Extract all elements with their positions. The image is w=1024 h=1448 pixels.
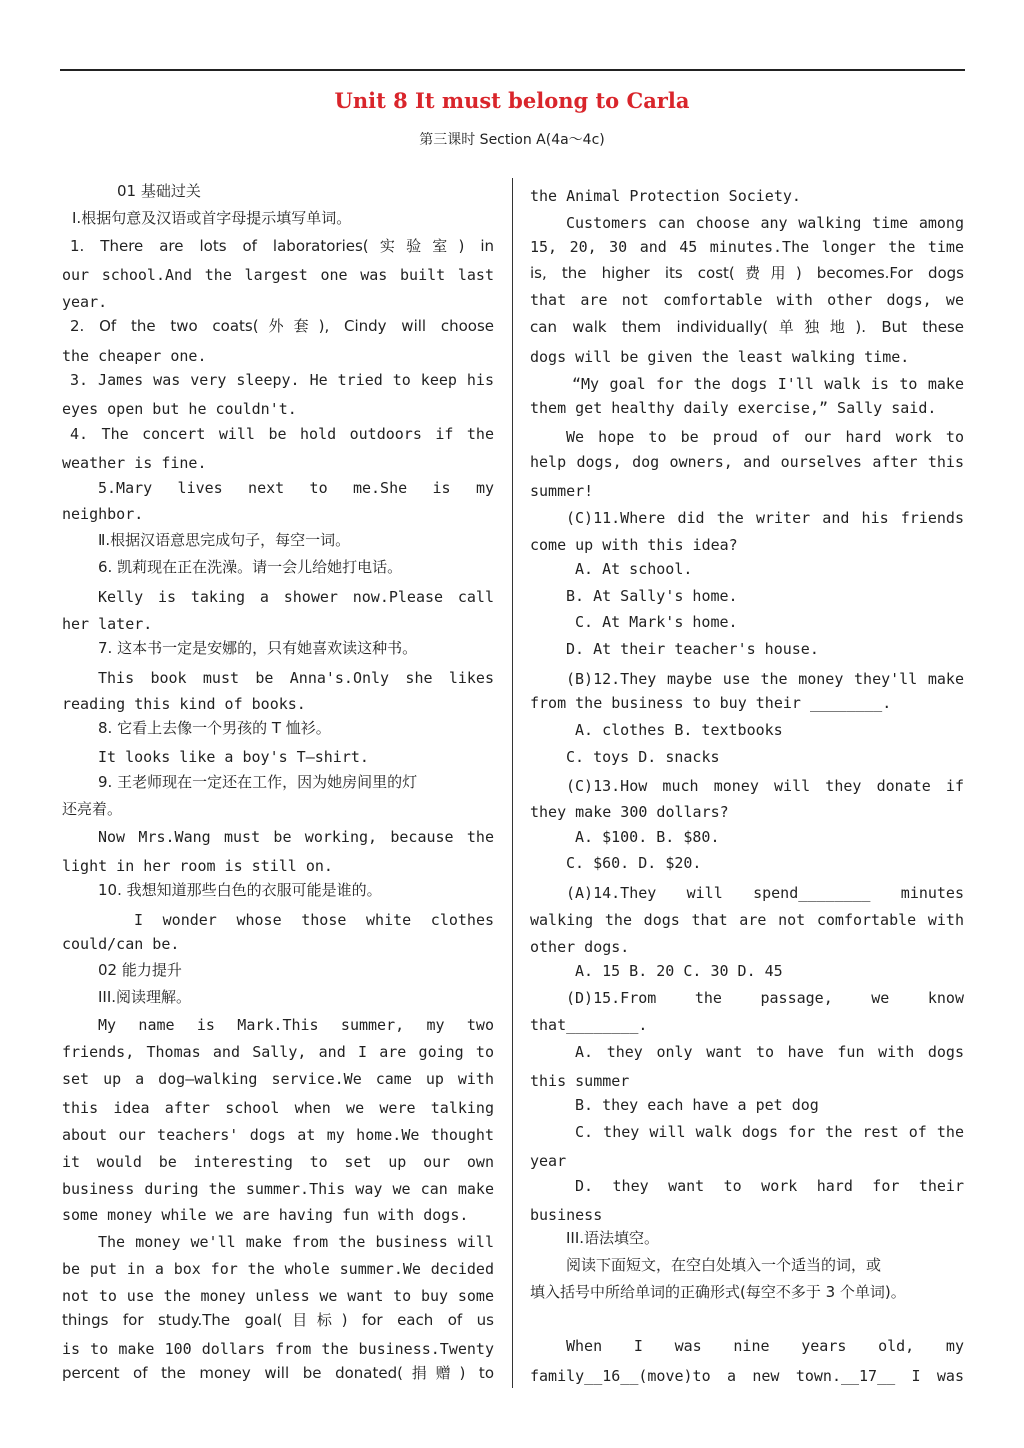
text-line: A. $100. B. $80.	[575, 828, 720, 846]
text-line: A. clothes B. textbooks	[575, 721, 783, 739]
text-line: from the business to buy their ________.	[530, 694, 892, 712]
text-line: business	[530, 1206, 603, 1224]
text-line: C. $60. D. $20.	[566, 854, 702, 872]
text-line: can walk them individually(单独地). But these	[530, 318, 964, 336]
text-line: it would be interesting to set up our own	[62, 1153, 494, 1171]
text-line: that are not comfortable with other dogs, we	[530, 291, 964, 309]
text-line: 8. 它看上去像一个男孩的 T 恤衫。	[98, 719, 331, 737]
text-line: dogs will be given the least walking time.	[530, 348, 910, 366]
text-line: friends, Thomas and Sally, and I are going to	[62, 1043, 494, 1061]
text-line: 6. 凯莉现在正在洗澡。请一会儿给她打电话。	[98, 558, 403, 576]
text-line: 填入括号中所给单词的正确形式(每空不多于 3 个单词)。	[530, 1283, 906, 1301]
text-line: that________.	[530, 1016, 648, 1034]
text-line: reading this kind of books.	[62, 695, 306, 713]
text-line: things for study.The goal(目标) for each of us	[62, 1311, 494, 1329]
text-line: III.语法填空。	[566, 1229, 660, 1247]
text-line: year	[530, 1152, 567, 1170]
text-line: (C)13.How much money will they donate if	[566, 777, 964, 795]
text-line: 9. 王老师现在一定还在工作，因为她房间里的灯	[98, 773, 418, 791]
text-line: (B)12.They maybe use the money they'll make	[566, 670, 964, 688]
text-line: D. At their teacher's house.	[566, 640, 819, 658]
text-line: 1. There are lots of laboratories(实验室) in	[70, 237, 494, 255]
text-line: A. At school.	[575, 560, 693, 578]
text-line: the cheaper one.	[62, 347, 207, 365]
text-line: Now Mrs.Wang must be working, because the	[98, 828, 494, 846]
text-line: C. they will walk dogs for the rest of the	[575, 1123, 964, 1141]
text-line: 02 能力提升	[98, 961, 182, 979]
column-divider	[512, 178, 513, 1388]
text-line: 3. James was very sleepy. He tried to keep his	[70, 371, 494, 389]
text-line: 15, 20, 30 and 45 minutes.The longer the time	[530, 238, 964, 256]
text-line: C. toys D. snacks	[566, 748, 720, 766]
text-line: business during the summer.This way we can make	[62, 1180, 494, 1198]
text-line: B. they each have a pet dog	[575, 1096, 819, 1114]
text-line: Ⅰ.根据句意及汉语或首字母提示填写单词。	[72, 209, 352, 227]
text-line: When I was nine years old, my	[566, 1337, 964, 1355]
text-line: A. they only want to have fun with dogs	[575, 1043, 964, 1061]
text-line: set up a dog—walking service.We came up with	[62, 1070, 494, 1088]
text-line: is to make 100 dollars from the business.Twenty	[62, 1340, 494, 1358]
text-line: they make 300 dollars?	[530, 803, 729, 821]
text-line: summer!	[530, 482, 594, 500]
text-line: could/can be.	[62, 935, 180, 953]
text-line: (C)11.Where did the writer and his friends	[566, 509, 964, 527]
text-line: eyes open but he couldn't.	[62, 400, 297, 418]
text-line: her later.	[62, 615, 153, 633]
text-line: 5.Mary lives next to me.She is my	[98, 479, 494, 497]
text-line: 7. 这本书一定是安娜的，只有她喜欢读这种书。	[98, 639, 418, 657]
text-line: other dogs.	[530, 938, 630, 956]
text-line: It looks like a boy's T—shirt.	[98, 748, 369, 766]
header-rule	[60, 69, 965, 71]
text-line: year.	[62, 293, 108, 311]
text-line: be put in a box for the whole summer.We decided	[62, 1260, 494, 1278]
text-line: come up with this idea?	[530, 536, 738, 554]
text-line: walking the dogs that are not comfortable with	[530, 911, 964, 929]
text-line: My name is Mark.This summer, my two	[98, 1016, 494, 1034]
text-line: this summer	[530, 1072, 630, 1090]
text-line: (D)15.From the passage, we know	[566, 989, 964, 1007]
text-line: help dogs, dog owners, and ourselves after this	[530, 453, 964, 471]
text-line: this idea after school when we were talking	[62, 1099, 494, 1117]
text-line: not to use the money unless we want to buy some	[62, 1287, 494, 1305]
text-line: (A)14.They will spend________ minutes	[566, 884, 964, 902]
text-line: 2. Of the two coats(外套), Cindy will choose	[70, 317, 494, 335]
text-line: neighbor.	[62, 505, 144, 523]
text-line: weather is fine.	[62, 454, 207, 472]
text-line: Ⅱ.根据汉语意思完成句子，每空一词。	[98, 531, 351, 549]
text-line: some money while we are having fun with dogs.	[62, 1206, 469, 1224]
text-line: is, the higher its cost(费用) becomes.For dogs	[530, 264, 964, 282]
text-line: I wonder whose those white clothes	[134, 911, 494, 929]
text-line: C. At Mark's home.	[575, 613, 738, 631]
text-line: The money we'll make from the business will	[98, 1233, 494, 1251]
text-line: A. 15 B. 20 C. 30 D. 45	[575, 962, 783, 980]
text-line: III.阅读理解。	[98, 988, 192, 1006]
text-line: percent of the money will be donated(捐赠) to	[62, 1364, 494, 1382]
text-line: We hope to be proud of our hard work to	[566, 428, 964, 446]
text-line: B. At Sally's home.	[566, 587, 738, 605]
text-line: 01 基础过关	[117, 182, 201, 200]
text-line: family__16__(move)to a new town.__17__ I was	[530, 1367, 964, 1385]
text-line: about our teachers' dogs at my home.We thought	[62, 1126, 494, 1144]
text-line: 阅读下面短文，在空白处填入一个适当的词，或	[566, 1256, 882, 1274]
text-line: them get healthy daily exercise,” Sally said.	[530, 399, 937, 417]
text-line: the Animal Protection Society.	[530, 187, 801, 205]
text-line: This book must be Anna's.Only she likes	[98, 669, 494, 687]
text-line: Kelly is taking a shower now.Please call	[98, 588, 494, 606]
text-line: “My goal for the dogs I'll walk is to make	[572, 375, 964, 393]
text-line: D. they want to work hard for their	[575, 1177, 964, 1195]
page-subtitle: 第三课时 Section A(4a～4c)	[419, 132, 605, 148]
text-line: 4. The concert will be hold outdoors if the	[70, 425, 494, 443]
text-line: light in her room is still on.	[62, 857, 333, 875]
text-line: 还亮着。	[62, 800, 123, 818]
text-line: Customers can choose any walking time among	[566, 214, 964, 232]
text-line: our school.And the largest one was built last	[62, 266, 494, 284]
text-line: 10. 我想知道那些白色的衣服可能是谁的。	[98, 881, 382, 899]
page-title: Unit 8 It must belong to Carla	[334, 88, 690, 113]
